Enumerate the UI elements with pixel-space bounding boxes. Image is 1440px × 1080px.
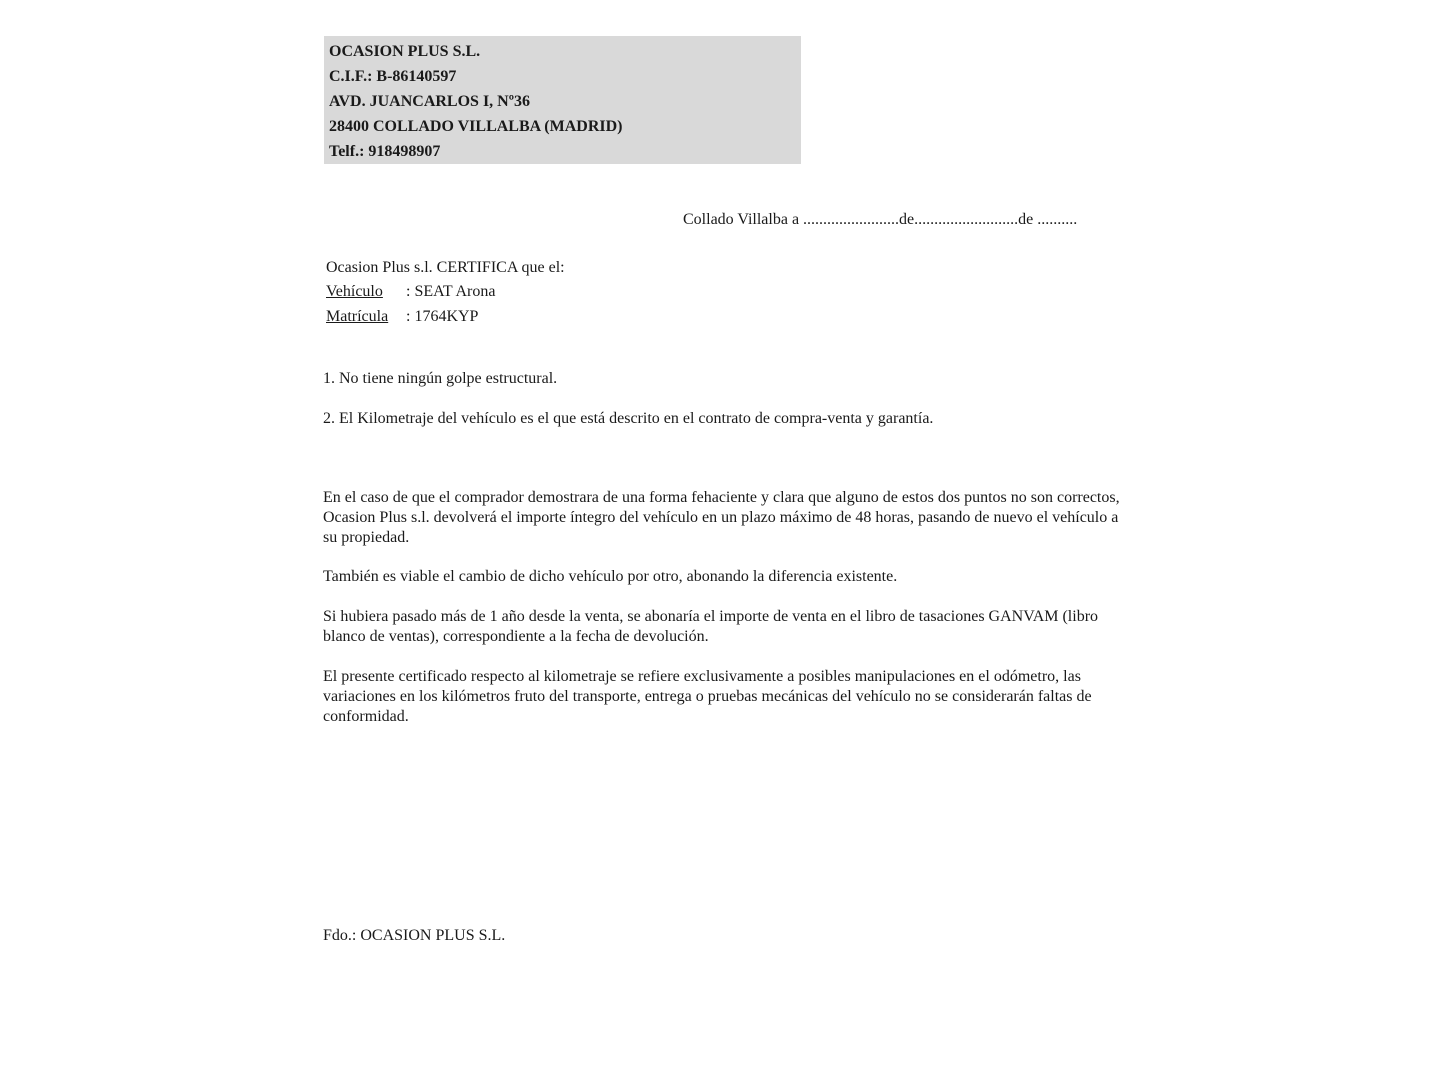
company-header-box [324,36,801,164]
plate-row [326,307,478,327]
certification-intro: Ocasion Plus s.l. CERTIFICA que el: [326,259,565,276]
paragraph-ganvam: Si hubiera pasado más de 1 año desde la venta, se abonaría el importe de venta en el libro de tasaciones GANVAM (libro blanco de ventas), correspondiente a la fecha de devolución. [323,608,1099,645]
vehicle-label: Vehículo [326,283,383,300]
plate-value: : 1764KYP [406,308,479,325]
point-2: 2. El Kilometraje del vehículo es el que está descrito en el contrato de compra-venta y garantía. [323,410,934,427]
signature-line: Fdo.: OCASION PLUS S.L. [323,927,506,944]
paragraph-refund: En el caso de que el comprador demostrara de una forma fehaciente y clara que alguno de estos dos puntos no son correctos, Ocasion Plus s.l. devolverá el importe íntegro del vehículo en un plazo máximo de 48 horas, pasando de nuevo el vehículo a su propiedad. [323,489,1120,546]
vehicle-row [326,282,495,302]
company-city: 28400 COLLADO VILLALBA (MADRID) [329,118,623,135]
company-cif: C.I.F.: B-86140597 [329,68,457,85]
company-name: OCASION PLUS S.L. [329,43,481,60]
paragraph-odometer: El presente certificado respecto al kilometraje se refiere exclusivamente a posibles manipulaciones en el odómetro, las variaciones en los kilómetros fruto del transporte, entrega o pruebas mecánicas del vehículo no se considerarán faltas de conformidad. [323,668,1092,725]
company-address: AVD. JUANCARLOS I, Nº36 [329,93,531,110]
company-phone: Telf.: 918498907 [329,143,441,160]
point-1: 1. No tiene ningún golpe estructural. [323,370,558,387]
vehicle-value: : SEAT Arona [406,283,496,300]
date-line: Collado Villalba a ........................de..........................de .......... [683,211,1078,228]
paragraph-exchange: También es viable el cambio de dicho vehículo por otro, abonando la diferencia existente. [323,568,898,585]
plate-label: Matrícula [326,308,389,325]
